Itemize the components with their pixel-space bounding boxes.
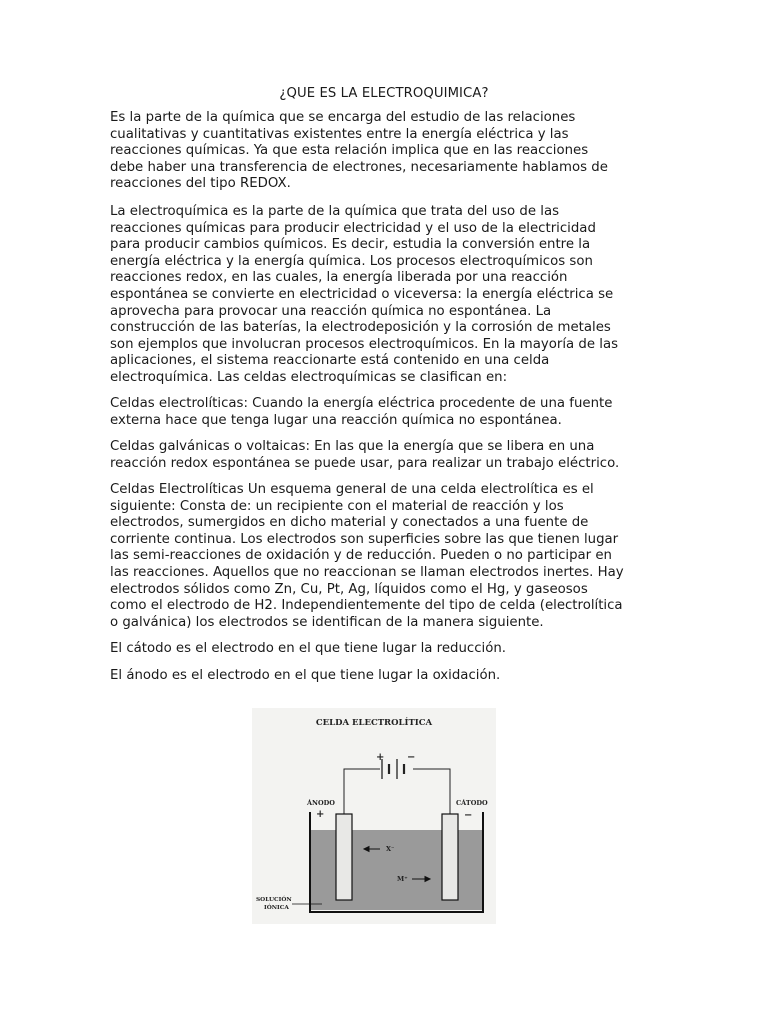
cation-label: M⁺ [397,875,408,883]
battery-icon [382,759,404,779]
paragraph-electrochemistry: La electroquímica es la parte de la química que trata del uso de las reacciones químicas para producir electricidad y el uso de la electricidad para producir cambios químicos. Es decir, estudia la conversión entre la energía eléctrica y la energía química. Los procesos electroquímicos son reacciones redox, en las cuales, la energía liberada por una reacción espontánea se convierte en electricidad o viceversa: la energía eléctrica se aprovecha para provocar una reacción química no espontánea. La construcción de las baterías, la electrodeposición y la corrosión de metales son ejemplos que involucran procesos electroquímicos. En la mayoría de las aplicaciones, el sistema reaccionarte está contenido en una celda electroquímica. Las celdas electroquímicas se clasifican en: [110,204,619,385]
paragraph-electrolytic-scheme: Celdas Electrolíticas Un esquema general de una celda electrolítica es el siguiente: Consta de: un recipiente con el material de reacción y los electrodos, sumergidos en dicho material y conectados a una fuente de corriente continua. Los electrodos son superficies sobre las que tienen lugar las semi-reacciones de oxidación y de reducción. Pueden o no participar en las reacciones. Aquellos que no reaccionan se llaman electrodos inertes. Hay electrodos sólidos como Zn, Cu, Pt, Ag, líquidos como el Hg, y gaseosos como el electrodo de H2. Independientemente del tipo de celda (electrolítica o galvánica) los electrodos se identifican de la manera siguiente. [110,482,624,630]
battery-minus-label: − [407,752,416,763]
paragraph-cathode: El cátodo es el electrodo en el que tiene lugar la reducción. [110,641,506,656]
paragraph-anode: El ánodo es el electrodo en el que tiene lugar la oxidación. [110,668,501,683]
solution-label-line2: IÓNICA [264,905,289,911]
anion-label: X⁻ [386,845,395,853]
electrolytic-cell-figure [252,708,496,924]
anode-electrode [336,814,352,900]
cathode-sign: − [464,810,473,821]
anode-sign: + [316,809,325,820]
electrolytic-cell-diagram [252,708,496,924]
paragraph-electrolytic-cells: Celdas electrolíticas: Cuando la energía eléctrica procedente de una fuente externa hace que tenga lugar una reacción química no espontánea. [110,396,613,428]
paragraph-galvanic-cells: Celdas galvánicas o voltaicas: En las que la energía que se libera en una reacción redox espontánea se puede usar, para realizar un trabajo eléctrico. [110,439,620,471]
battery-plus-label: + [376,752,385,763]
solution-label-line1: SOLUCIÓN [256,897,292,903]
document-title: ¿QUE ES LA ELECTROQUIMICA? [279,86,489,101]
cathode-label: CÁTODO [456,799,488,807]
cathode-electrode [442,814,458,900]
figure-title: CELDA ELECTROLÍTICA [315,718,433,728]
anode-label: ÁNODO [307,799,335,807]
paragraph-definition: Es la parte de la química que se encarga del estudio de las relaciones cualitativas y cuantitativas existentes entre la energía eléctrica y las reacciones químicas. Ya que esta relación implica que en las reacciones debe haber una transferencia de electrones, necesariamente hablamos de reacciones del tipo REDOX. [110,110,608,192]
